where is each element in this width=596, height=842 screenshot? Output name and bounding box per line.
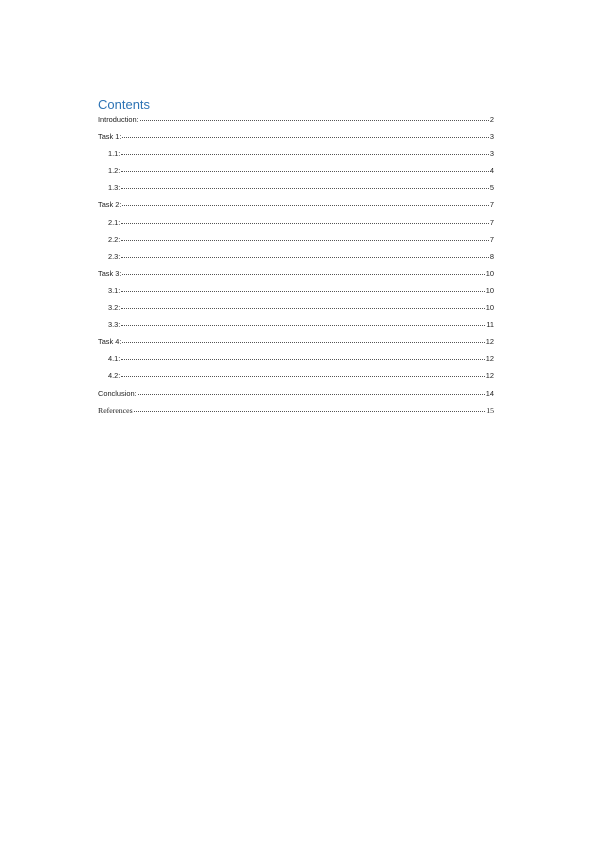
- toc-entry-page-number: 12: [485, 371, 494, 381]
- toc-entry[interactable]: [98, 183, 494, 200]
- toc-dot-leader: [121, 257, 489, 258]
- toc-entry-page-number: 5: [489, 183, 494, 193]
- toc-entry-label: References: [98, 405, 133, 415]
- toc-entry-label: Task 1:: [98, 132, 122, 142]
- toc-entry-label: 1.1:: [108, 149, 121, 159]
- table-of-contents: [98, 96, 494, 423]
- toc-entry-label: 3.1:: [108, 285, 121, 295]
- toc-dot-leader: [122, 342, 484, 343]
- toc-dot-leader: [140, 120, 489, 121]
- toc-entry-label: 4.1:: [108, 354, 121, 364]
- toc-dot-leader: [121, 291, 484, 292]
- toc-entry[interactable]: [98, 166, 494, 183]
- toc-dot-leader: [121, 171, 489, 172]
- toc-entry[interactable]: [98, 320, 494, 337]
- toc-dot-leader: [121, 240, 489, 241]
- toc-entry-page-number: 8: [489, 251, 494, 261]
- toc-dot-leader: [122, 137, 488, 138]
- toc-heading: Contents: [98, 97, 151, 112]
- toc-entry-label: 2.1:: [108, 217, 121, 227]
- toc-entry[interactable]: [98, 218, 494, 235]
- toc-entry[interactable]: [98, 371, 494, 388]
- toc-entry-label: 3.2:: [108, 303, 121, 313]
- toc-entry-page-number: 3: [489, 132, 494, 142]
- toc-entry[interactable]: [98, 115, 494, 132]
- toc-entry-label: Introduction:: [98, 115, 139, 124]
- toc-entry-label: Task 3:: [98, 268, 122, 278]
- toc-entry-page-number: 15: [486, 405, 494, 415]
- toc-entry-page-number: 2: [489, 115, 494, 124]
- toc-entry[interactable]: [98, 337, 494, 354]
- toc-entry-page-number: 4: [489, 166, 494, 176]
- toc-entry-label: 3.3:: [108, 320, 121, 330]
- toc-entry[interactable]: [98, 200, 494, 217]
- toc-dot-leader: [121, 154, 489, 155]
- toc-entry-page-number: 7: [489, 234, 494, 244]
- toc-dot-leader: [122, 274, 484, 275]
- toc-entry[interactable]: [98, 269, 494, 286]
- toc-entry[interactable]: [98, 406, 494, 423]
- toc-entry[interactable]: [98, 235, 494, 252]
- toc-dot-leader: [121, 188, 489, 189]
- toc-dot-leader: [121, 325, 485, 326]
- toc-entry-label: Task 4:: [98, 337, 122, 347]
- toc-entry-page-number: 10: [485, 303, 494, 313]
- toc-entry-label: 1.2:: [108, 166, 121, 176]
- toc-entry-label: Conclusion:: [98, 388, 137, 398]
- toc-dot-leader: [121, 223, 489, 224]
- toc-entry-page-number: 12: [485, 337, 494, 347]
- toc-entry-page-number: 12: [485, 354, 494, 364]
- toc-entry[interactable]: [98, 303, 494, 320]
- toc-entry-label: 2.2:: [108, 234, 121, 244]
- toc-entry-page-number: 7: [489, 200, 494, 210]
- toc-entry[interactable]: [98, 354, 494, 371]
- toc-entry-label: 2.3:: [108, 251, 121, 261]
- toc-entry-label: 4.2:: [108, 371, 121, 381]
- toc-list: [98, 115, 494, 423]
- toc-entry-page-number: 3: [489, 149, 494, 159]
- toc-dot-leader: [121, 359, 484, 360]
- toc-entry-page-number: 7: [489, 217, 494, 227]
- toc-dot-leader: [122, 205, 488, 206]
- toc-entry[interactable]: [98, 286, 494, 303]
- toc-entry[interactable]: [98, 252, 494, 269]
- toc-dot-leader: [138, 394, 485, 395]
- toc-entry[interactable]: [98, 132, 494, 149]
- toc-dot-leader: [121, 308, 484, 309]
- toc-entry[interactable]: [98, 389, 494, 406]
- toc-entry-page-number: 10: [485, 285, 494, 295]
- toc-dot-leader: [134, 411, 486, 412]
- toc-entry-label: Task 2:: [98, 200, 122, 210]
- toc-entry-label: 1.3:: [108, 183, 121, 193]
- toc-entry[interactable]: [98, 149, 494, 166]
- toc-dot-leader: [121, 376, 484, 377]
- toc-entry-page-number: 11: [486, 320, 494, 330]
- toc-entry-page-number: 14: [485, 388, 494, 398]
- toc-entry-page-number: 10: [485, 268, 494, 278]
